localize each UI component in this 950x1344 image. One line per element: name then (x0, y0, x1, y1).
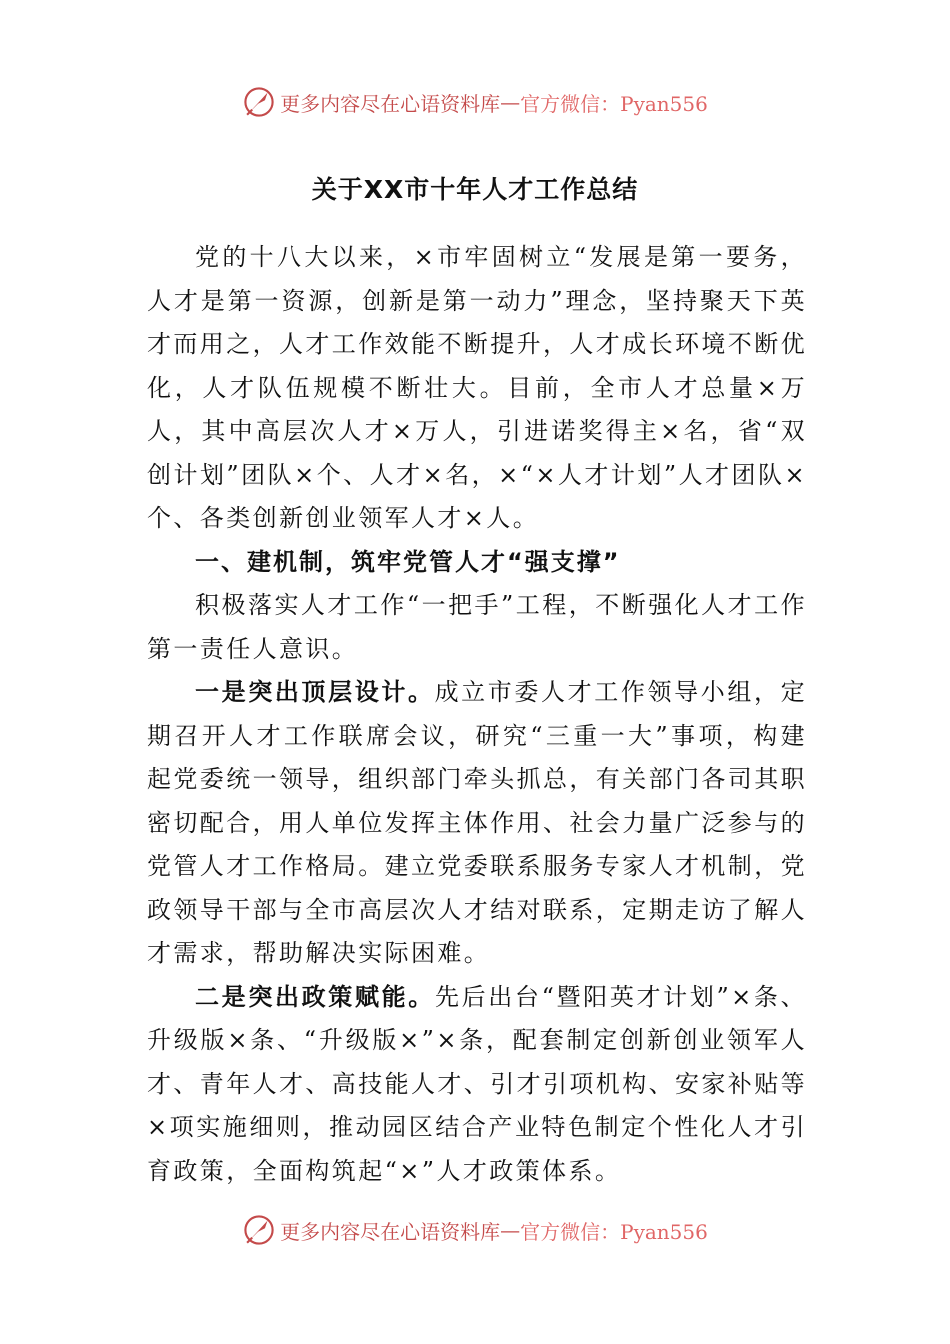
banner-text: 更多内容尽在心语资料库 (280, 1219, 501, 1244)
intro-paragraph: 党的十八大以来，×市牢固树立“发展是第一要务，人才是第一资源，创新是第一动力”理念，坚持聚天下英才而用之，人才工作效能不断提升，人才成长环境不断优化，人才队伍规模不断壮大。目前，全市人才总量×万人，其中高层次人才×万人，引进诺奖得主×名，省“双创计划”团队×个、人才×名，×“×人才计划”人才团队×个、各类创新创业领军人才×人。 (147, 243, 807, 532)
banner-text: 更多内容尽在心语资料库 (280, 91, 501, 116)
point2-label: 二是突出政策赋能。 (195, 982, 435, 1011)
quill-logo-icon (242, 85, 276, 119)
document-title: 关于XX市十年人才工作总结 (311, 175, 639, 204)
section-intro-paragraph: 积极落实人才工作“一把手”工程，不断强化人才工作第一责任人意识。 (147, 591, 807, 663)
banner-separator: — (500, 1218, 521, 1242)
banner-wechat: 官方微信：Pyan556 (520, 1219, 708, 1244)
banner-separator: — (500, 90, 521, 114)
point1-label: 一是突出顶层设计。 (195, 678, 435, 706)
point1-text: 成立市委人才工作领导小组，定期召开人才工作联席会议，研究“三重一大”事项，构建起党委统一领导，组织部门牵头抓总，有关部门各司其职密切配合，用人单位发挥主体作用、社会力量广泛参与的党管人才工作格局。建立党委联系服务专家人才机制，党政领导干部与全市高层次人才结对联系，定期走访了解人才需求，帮助解决实际困难。 (147, 678, 807, 967)
quill-logo-icon (242, 1213, 276, 1247)
header-watermark-banner (0, 82, 950, 122)
document-body (147, 236, 807, 1193)
point2-paragraph (147, 976, 807, 1194)
banner-wechat: 官方微信：Pyan556 (520, 91, 708, 116)
point1-paragraph (147, 671, 807, 976)
footer-watermark-banner (0, 1210, 950, 1250)
section-heading: 一、建机制，筑牢党管人才“强支撑” (195, 547, 621, 576)
point2-text: 先后出台“暨阳英才计划”×条、升级版×条、“升级版×”×条，配套制定创新创业领军人才、青年人才、高技能人才、引才引项机构、安家补贴等×项实施细则，推动园区结合产业特色制定个性化人才引育政策，全面构筑起“×”人才政策体系。 (147, 982, 807, 1185)
